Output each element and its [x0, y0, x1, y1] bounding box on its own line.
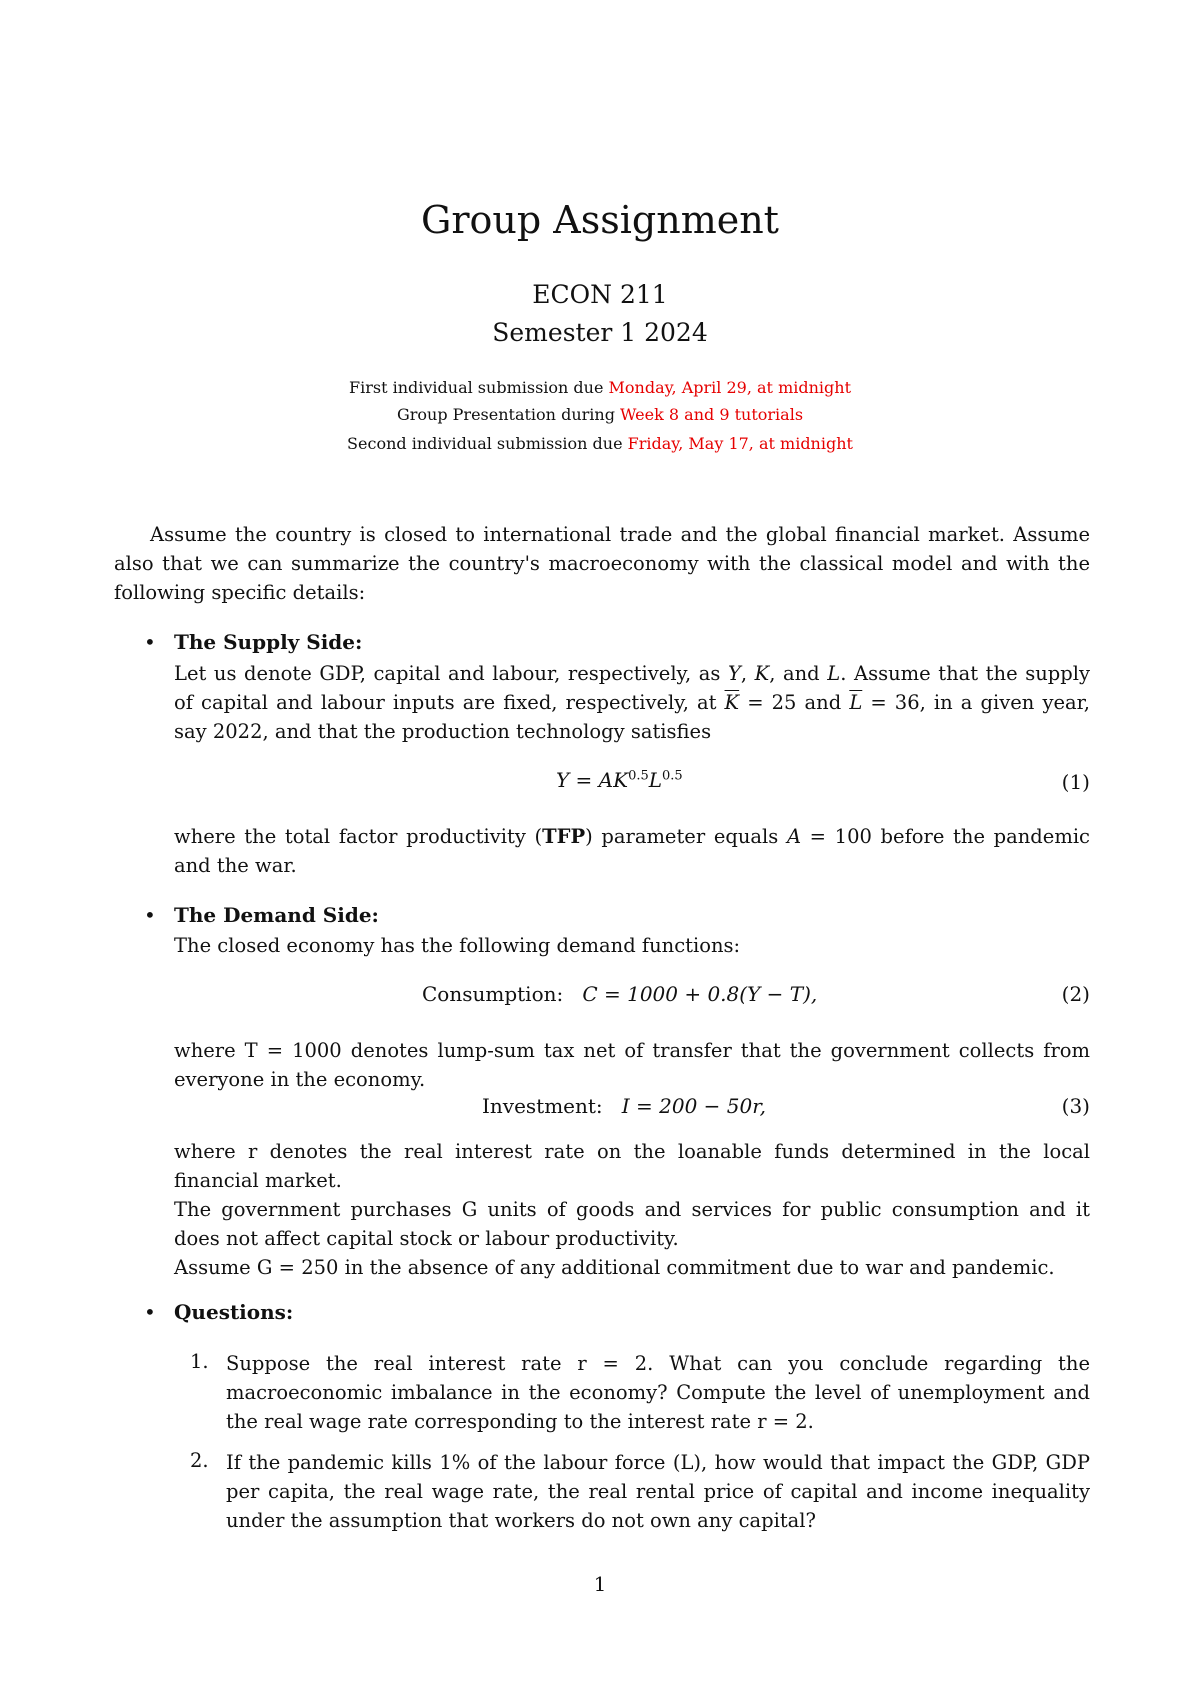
questions-heading: Questions:: [174, 1300, 294, 1324]
question-2: If the pandemic kills 1% of the labour force (L), how would that impact the GDP, GDP per capita, the real wage rate, the real rental price of capital and income inequality under the assumption that workers do not own any capital?: [226, 1451, 1090, 1532]
demand-intro: The closed economy has the following demand functions:: [174, 934, 741, 957]
bullet-icon: •: [144, 1300, 156, 1324]
deadline-presentation: [0, 405, 1200, 424]
symbol-a: A: [786, 825, 802, 848]
eq-label: Consumption:: [422, 982, 564, 1006]
eq-formula: C = 1000 + 0.8(Y − T),: [582, 982, 818, 1006]
question-1: Suppose the real interest rate r = 2. What can you conclude regarding the macroeconomic imbalance in the economy? Compute the level of unemployment and the real wage rate corresponding to the interest rate r = 2.: [226, 1352, 1090, 1433]
equation-number: (1): [1061, 770, 1090, 794]
semester: Semester 1 2024: [492, 318, 708, 347]
eq-exponent: 0.5: [628, 768, 649, 784]
question-number: 2.: [190, 1449, 209, 1472]
text: , and: [769, 662, 828, 685]
deadline-label: First individual submission due: [348, 378, 604, 397]
tfp-paragraph: [174, 822, 1090, 880]
equation-consumption: [422, 982, 817, 1006]
supply-heading: The Supply Side:: [174, 630, 363, 654]
bullet-icon: •: [144, 630, 156, 654]
text: = 36, in a given year, say 2022, and that the production technology satisfies: [174, 691, 1091, 743]
symbol-y: Y: [727, 662, 741, 685]
course-code: ECON 211: [532, 280, 668, 309]
deadline-date: Monday, April 29, at midnight: [608, 378, 851, 397]
question-number: 1.: [190, 1350, 209, 1373]
symbol-l-bar: $\overline{L}$: [849, 691, 863, 714]
government-paragraph: The government purchases G units of goods and services for public consumption and it does not affect capital stock or labour productivity.: [174, 1198, 1090, 1250]
tax-paragraph: where T = 1000 denotes lump-sum tax net of transfer that the government collects from everyone in the economy.: [174, 1039, 1090, 1091]
equation-investment: [482, 1094, 766, 1118]
assumption-paragraph: Assume G = 250 in the absence of any additional commitment due to war and pandemic.: [174, 1256, 1055, 1279]
eq-exponent: 0.5: [662, 768, 683, 784]
deadline-label: Second individual submission due: [347, 434, 623, 453]
deadline-first: [0, 378, 1200, 397]
deadline-second: [0, 434, 1200, 453]
rate-paragraph: where r denotes the real interest rate on the loanable funds determined in the local financial market.: [174, 1140, 1090, 1192]
symbol-k: K: [754, 662, 770, 685]
text: Let us denote GDP, capital and labour, respectively, as: [174, 662, 728, 685]
equation-number: (2): [1061, 982, 1090, 1006]
text: where the total factor productivity (: [174, 825, 543, 848]
text: = 25 and: [739, 691, 850, 714]
equation-number: (3): [1061, 1094, 1090, 1118]
demand-heading: The Demand Side:: [174, 903, 379, 927]
intro-paragraph: Assume the country is closed to international trade and the global financial market. Assume also that we can summarize the country's macroeconomy with the classical model and with the following specific details:: [114, 523, 1090, 604]
text: . Assume that the supply of capital and labour inputs are fixed, respectively, at: [174, 662, 1090, 714]
page-title: Group Assignment: [421, 198, 779, 242]
eq-formula: I = 200 − 50r,: [621, 1094, 766, 1118]
page-number: 1: [593, 1572, 607, 1596]
equation-production: [556, 768, 683, 792]
symbol-l: L: [827, 662, 841, 685]
deadline-date: Friday, May 17, at midnight: [627, 434, 853, 453]
symbol-k-bar: $\overline{K}$: [724, 691, 740, 714]
text: = 100 before the pandemic and the war.: [174, 825, 1090, 877]
tfp-term: TFP: [542, 825, 586, 848]
eq-part: Y = AK: [556, 768, 629, 792]
deadline-date: Week 8 and 9 tutorials: [620, 405, 804, 424]
supply-paragraph: Let us denote GDP, capital and labour, respectively, as Y, K, and L. Assume that the supply of capital and labour inputs are fixed, respectively, at $\overline{K} = 25$ and $\overline{L} = 36$, in a given year, say 2022, and that the production technology satisfies: [174, 662, 1091, 743]
deadline-label: Group Presentation during: [396, 405, 615, 424]
eq-part: L: [648, 768, 663, 792]
eq-label: Investment:: [482, 1094, 603, 1118]
bullet-icon: •: [144, 903, 156, 927]
text: ) parameter equals: [585, 825, 787, 848]
